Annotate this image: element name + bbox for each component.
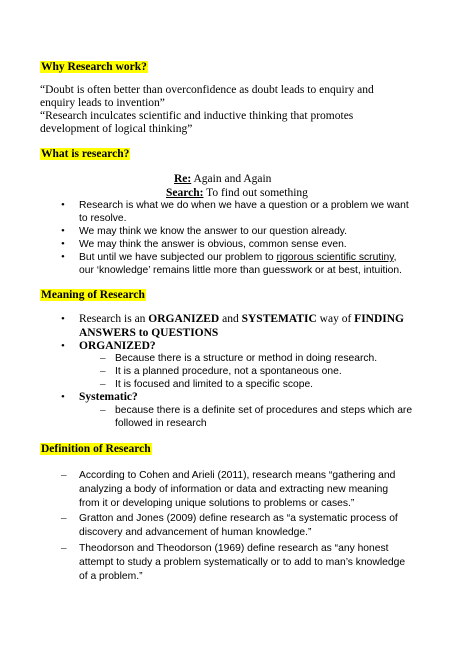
meaning-way: way of bbox=[316, 313, 355, 325]
research-bullet-2: We may think we know the answer to our question already. bbox=[79, 226, 348, 237]
systematic-point-line1: because there is a definite set of procedures and steps which are bbox=[115, 405, 413, 416]
research-bullet-1-line2: to resolve. bbox=[79, 213, 127, 224]
quote-research-line1: “Research inculcates scientific and inductive thinking that promotes bbox=[40, 110, 354, 122]
organized-point-3: It is focused and limited to a specific scope. bbox=[115, 379, 314, 390]
research-bullet-4-line2: our ‘knowledge’ remains little more than guesswork or at best, intuition. bbox=[79, 265, 402, 276]
quote-research-line2: development of logical thinking” bbox=[40, 123, 193, 135]
definition-1-line2: analyzing a body of information or data and extracting new meaning bbox=[79, 484, 389, 495]
definition-2-line2: discovery and advancement of human knowledge.” bbox=[79, 527, 312, 538]
research-bullet-4-line1 bbox=[79, 252, 396, 263]
heading-why-research: Why Research work? bbox=[41, 61, 147, 73]
quote-doubt-line2: enquiry leads to invention” bbox=[40, 97, 165, 109]
meaning-line2: ANSWERS to QUESTIONS bbox=[79, 327, 219, 339]
definition-1-line1: According to Cohen and Arieli (2011), research means “gathering and bbox=[79, 470, 396, 481]
organized-point-2: It is a planned procedure, not a spontaneous one. bbox=[115, 366, 342, 377]
dash-icon: – bbox=[61, 469, 67, 481]
heading-what-is-research: What is research? bbox=[41, 148, 130, 160]
dash-icon: – bbox=[61, 512, 67, 524]
organized-keyword: ORGANIZED bbox=[148, 313, 220, 325]
re-label: Re: bbox=[174, 173, 192, 185]
meaning-and: and bbox=[219, 313, 242, 325]
definition-1-line3: from it or developing unique solutions to problems or cases.” bbox=[79, 498, 355, 509]
dash-icon: – bbox=[100, 365, 106, 377]
bullet-icon: • bbox=[61, 225, 65, 237]
heading-definition-of-research: Definition of Research bbox=[41, 443, 151, 455]
rigorous-scrutiny-phrase: rigorous scientific scrutiny bbox=[276, 252, 394, 263]
search-label: Search: bbox=[166, 187, 204, 199]
organized-heading: ORGANIZED? bbox=[79, 340, 156, 352]
dash-icon: – bbox=[100, 352, 106, 364]
dash-icon: – bbox=[100, 378, 106, 390]
search-text: To find out something bbox=[203, 187, 308, 199]
quote-doubt-line1: “Doubt is often better than overconfidence as doubt leads to enquiry and bbox=[40, 84, 374, 96]
research-bullet-1-line1: Research is what we do when we have a question or a problem we want bbox=[79, 200, 409, 211]
definition-2-line1: Gratton and Jones (2009) define research as “a systematic process of bbox=[79, 513, 398, 524]
definition-3-line1: Theodorson and Theodorson (1969) define research as “any honest bbox=[79, 543, 389, 554]
bullet-icon: • bbox=[61, 313, 65, 325]
systematic-keyword: SYSTEMATIC bbox=[241, 313, 317, 325]
dash-icon: – bbox=[61, 542, 67, 554]
re-text: Again and Again bbox=[191, 173, 272, 185]
systematic-point-line2: followed in research bbox=[115, 418, 207, 429]
organized-point-1: Because there is a structure or method in doing research. bbox=[115, 353, 378, 364]
bullet-icon: • bbox=[61, 251, 65, 263]
finding-keyword: FINDING bbox=[354, 313, 405, 325]
heading-meaning-of-research: Meaning of Research bbox=[41, 289, 145, 301]
bullet-icon: • bbox=[61, 199, 65, 211]
definition-3-line2: attempt to study a problem systematically or to add to man’s knowledge bbox=[79, 557, 406, 568]
systematic-heading: Systematic? bbox=[79, 391, 138, 403]
bullet-4-comma: , bbox=[393, 252, 397, 263]
dash-icon: – bbox=[100, 404, 106, 416]
research-bullet-3: We may think the answer is obvious, common sense even. bbox=[79, 239, 347, 250]
meaning-line1 bbox=[79, 313, 404, 325]
bullet-icon: • bbox=[61, 391, 65, 403]
bullet-icon: • bbox=[61, 238, 65, 250]
definition-3-line3: of a problem.” bbox=[79, 571, 143, 582]
search-definition bbox=[166, 187, 308, 199]
bullet-icon: • bbox=[61, 340, 65, 352]
re-definition bbox=[174, 173, 271, 185]
meaning-text: Research is an bbox=[79, 313, 149, 325]
bullet-4-text: But until we have subjected our problem to bbox=[79, 252, 277, 263]
